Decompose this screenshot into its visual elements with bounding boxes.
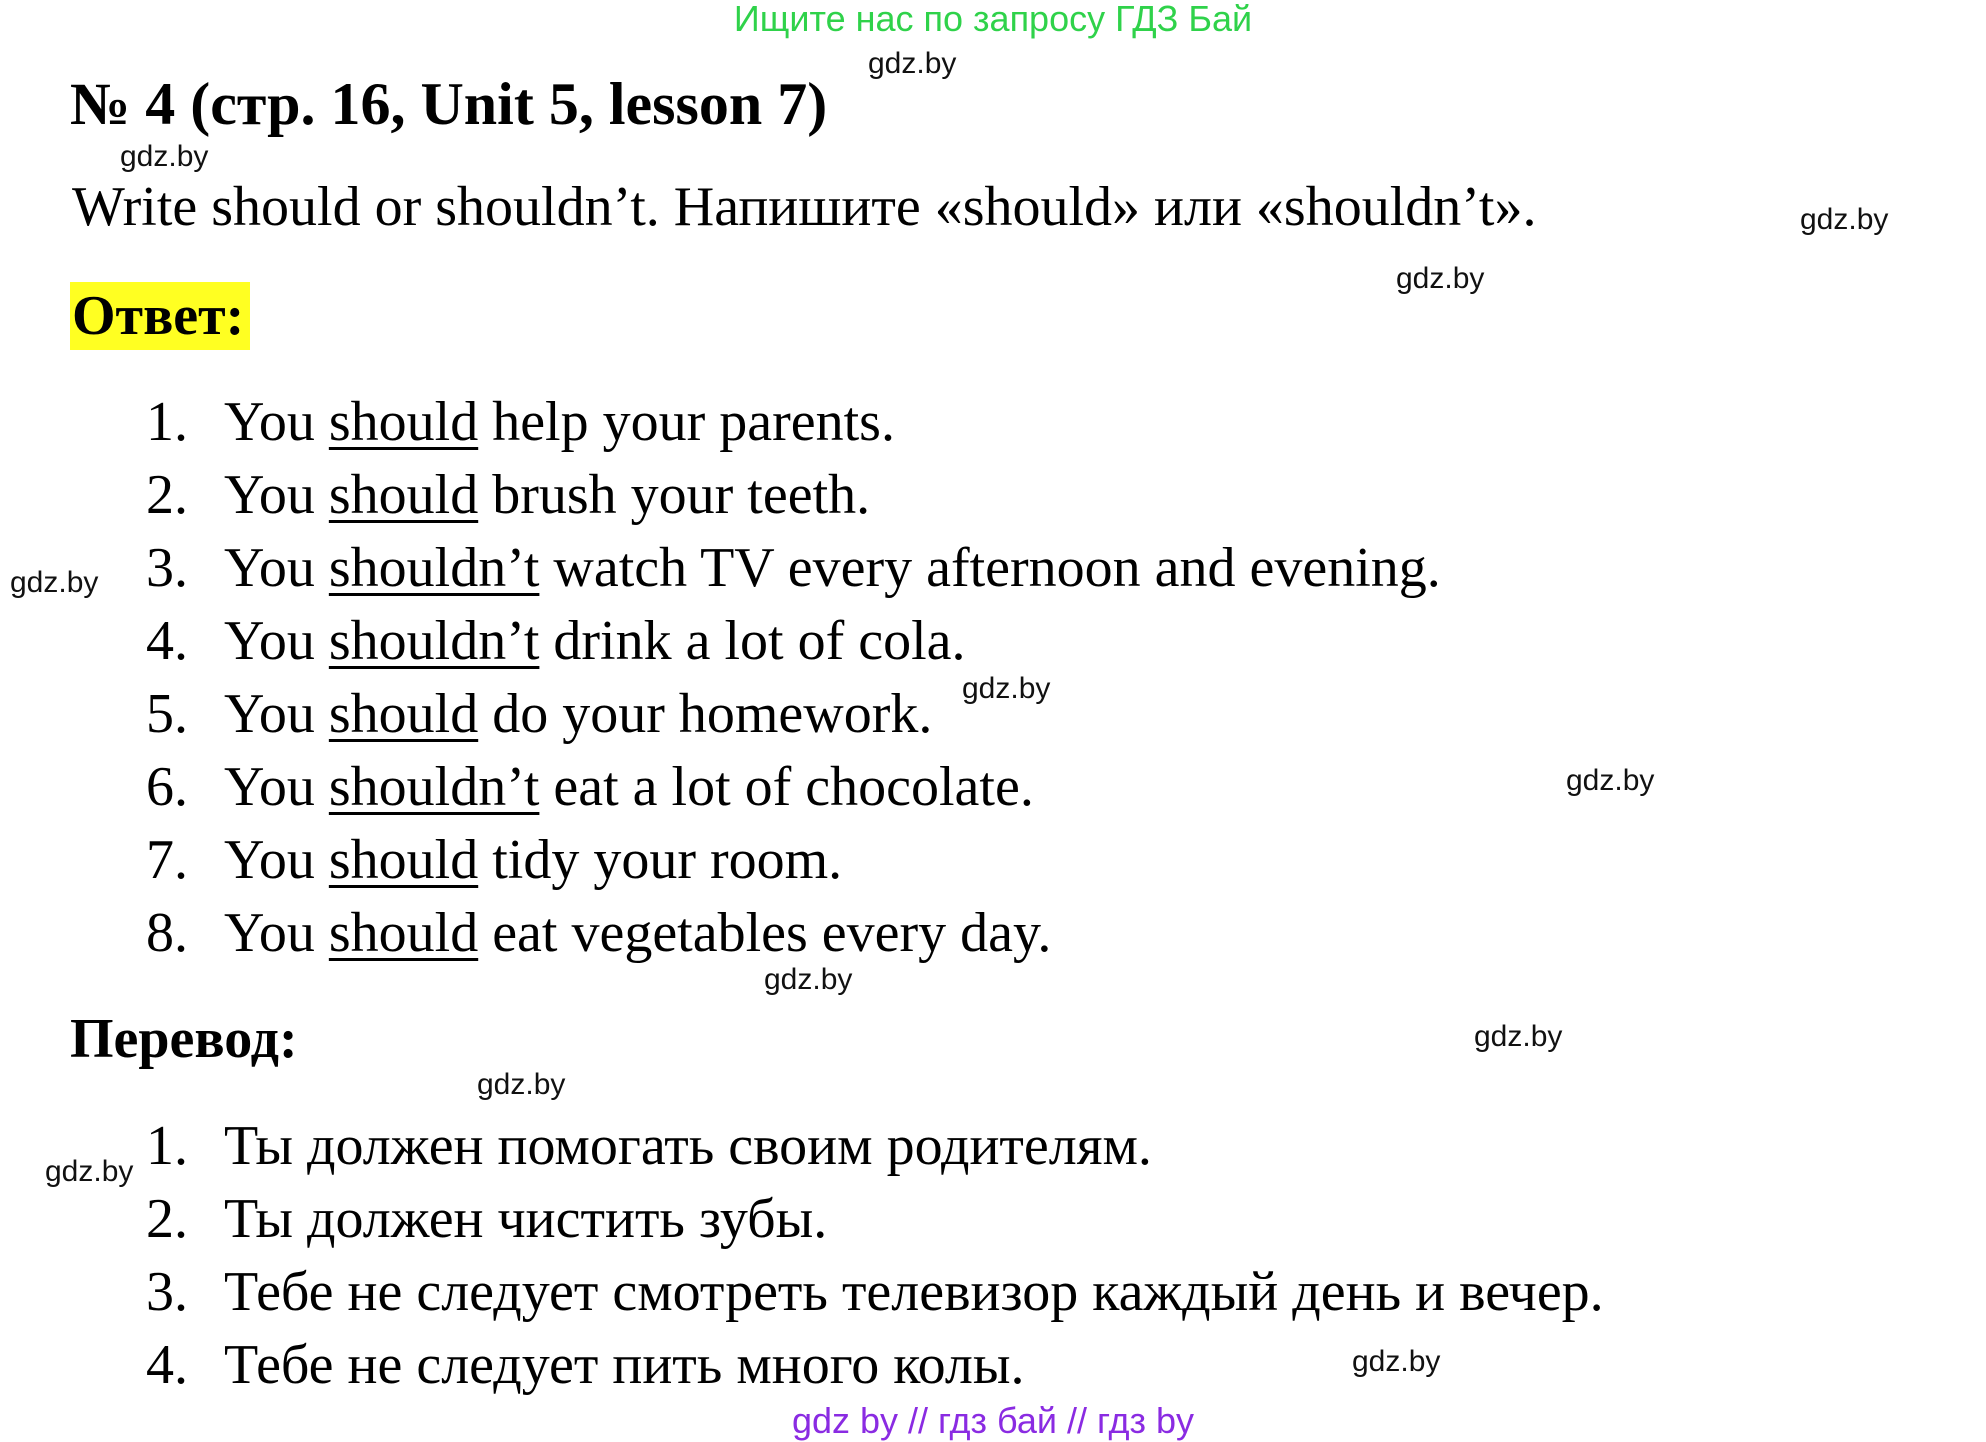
watermark: gdz.by [45, 1155, 134, 1188]
answer-text [224, 605, 966, 678]
watermark: gdz.by [1396, 262, 1485, 295]
answer-subject: You [224, 610, 329, 672]
watermark: gdz.by [764, 963, 853, 996]
answer-subject: You [224, 902, 329, 964]
watermark: gdz.by [868, 47, 957, 80]
answer-rest: tidy your room. [478, 829, 843, 891]
answer-rest: do your homework. [478, 683, 933, 745]
translation-number: 1. [146, 1115, 188, 1177]
answer-text [224, 532, 1441, 605]
watermark: gdz.by [962, 672, 1051, 705]
translation-text: Ты должен чистить зубы. [224, 1188, 828, 1250]
translation-heading: Перевод: [70, 1008, 298, 1070]
translation-text: Тебе не следует пить много колы. [224, 1334, 1025, 1396]
answer-subject: You [224, 829, 329, 891]
translation-text: Тебе не следует смотреть телевизор каждый день и вечер. [224, 1261, 1604, 1323]
watermark: gdz.by [10, 566, 99, 599]
answer-text [224, 751, 1034, 824]
watermark: gdz.by [1800, 203, 1889, 236]
bottom-banner: gdz by // гдз бай // гдз by [791, 1400, 1195, 1441]
answer-text [224, 678, 932, 751]
answer-verb: should [328, 464, 479, 526]
top-banner: Ищите нас по запросу ГДЗ Бай [733, 0, 1253, 39]
page-title: № 4 (стр. 16, Unit 5, lesson 7) [70, 71, 828, 137]
answer-number: 2. [146, 464, 188, 526]
answer-rest: eat a lot of chocolate. [539, 756, 1034, 818]
answer-number: 4. [146, 610, 188, 672]
answer-number: 3. [146, 537, 188, 599]
translation-number: 4. [146, 1334, 188, 1396]
answer-subject: You [224, 464, 329, 526]
answer-heading: Ответ: [70, 282, 250, 350]
answer-rest: drink a lot of cola. [539, 610, 966, 672]
answer-rest: brush your teeth. [478, 464, 871, 526]
answer-number: 6. [146, 756, 188, 818]
answer-subject: You [224, 756, 329, 818]
translation-number: 3. [146, 1261, 188, 1323]
answer-text [224, 897, 1051, 970]
answer-rest: watch TV every afternoon and evening. [539, 537, 1441, 599]
answer-verb: shouldn’t [328, 756, 540, 818]
answer-text [224, 386, 895, 459]
answer-text [224, 459, 870, 532]
task-instruction: Write should or shouldn’t. Напишите «should» или «shouldn’t». [72, 176, 1537, 238]
translation-text: Ты должен помогать своим родителям. [224, 1115, 1152, 1177]
watermark: gdz.by [1566, 764, 1655, 797]
answer-verb: shouldn’t [328, 537, 540, 599]
answer-subject: You [224, 537, 329, 599]
watermark: gdz.by [1352, 1345, 1441, 1378]
answer-verb: should [328, 391, 479, 453]
answer-rest: help your parents. [478, 391, 895, 453]
answer-subject: You [224, 683, 329, 745]
answer-number: 8. [146, 902, 188, 964]
answer-subject: You [224, 391, 329, 453]
answer-text [224, 824, 842, 897]
answer-number: 7. [146, 829, 188, 891]
watermark: gdz.by [477, 1068, 566, 1101]
answer-number: 5. [146, 683, 188, 745]
answer-verb: shouldn’t [328, 610, 540, 672]
answer-number: 1. [146, 391, 188, 453]
answer-verb: should [328, 829, 479, 891]
answer-rest: eat vegetables every day. [478, 902, 1052, 964]
answer-verb: should [328, 683, 479, 745]
translation-number: 2. [146, 1188, 188, 1250]
watermark: gdz.by [1474, 1020, 1563, 1053]
watermark: gdz.by [120, 140, 209, 173]
answer-verb: should [328, 902, 479, 964]
